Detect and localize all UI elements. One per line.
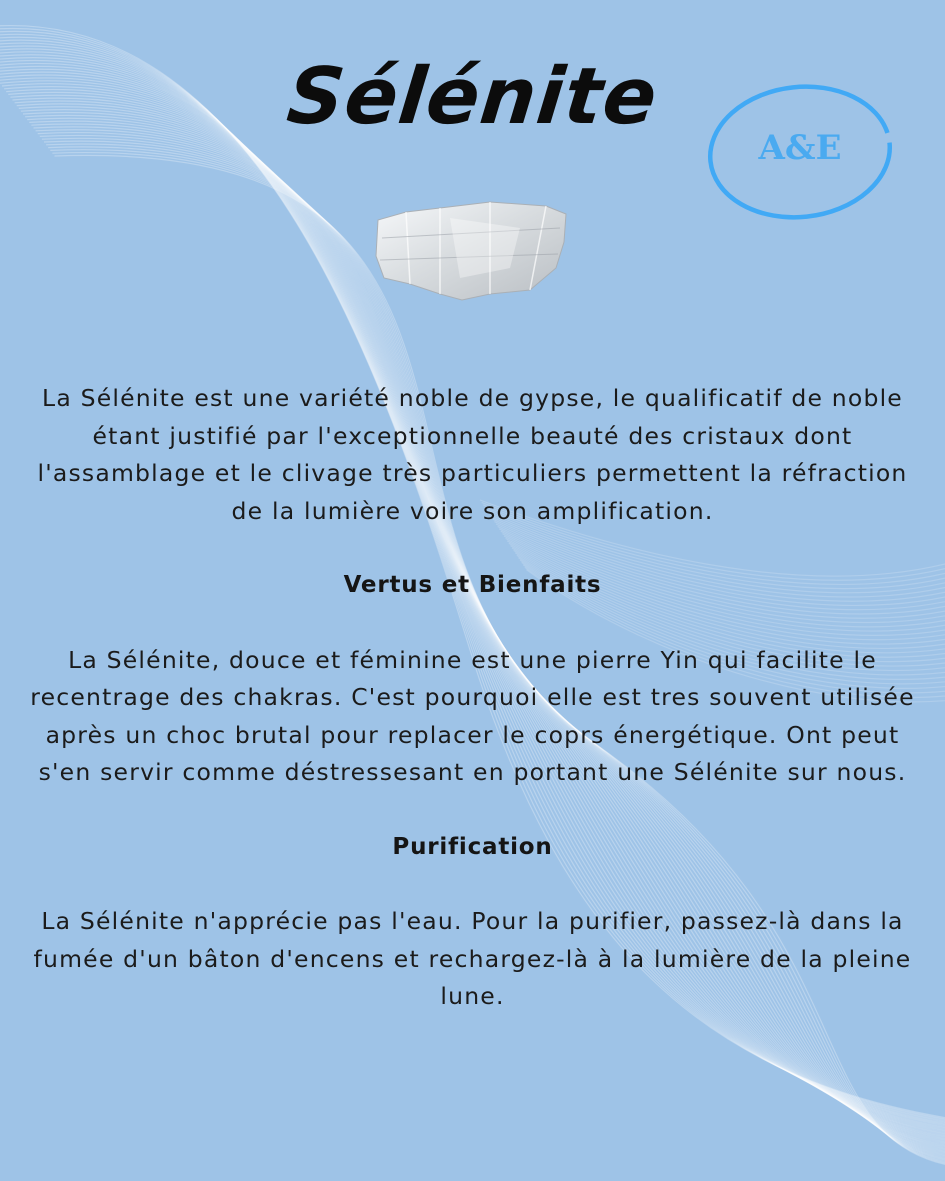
section-text-purification: La Sélénite n'apprécie pas l'eau. Pour la purifier, passez-là dans la fumée d'un bâton d'encens et rechargez-là à la lumière de la pleine lune.	[33, 907, 912, 1010]
content	[22, 380, 923, 1016]
intro-paragraph: La Sélénite est une variété noble de gypse, le qualificatif de noble étant justifié par l'exceptionnelle beauté des cristaux dont l'assamblage et le clivage très particuliers permettent la réfraction de la lumière voire son amplification.	[37, 384, 908, 525]
logo-text: A&E	[758, 128, 842, 168]
page-title: Sélénite	[283, 52, 662, 142]
selenite-crystal-image	[370, 198, 570, 304]
section-heading-purification: Purification	[392, 833, 553, 860]
section-text-vertus: La Sélénite, douce et féminine est une pierre Yin qui facilite le recentrage des chakras. C'est pourquoi elle est tres souvent utilisée après un choc brutal pour replacer le coprs énergétique. Ont peut s'en servir comme déstressesant en portant une Sélénite sur nous.	[30, 645, 915, 786]
section-heading-vertus: Vertus et Bienfaits	[343, 572, 602, 598]
brand-logo	[704, 80, 896, 225]
